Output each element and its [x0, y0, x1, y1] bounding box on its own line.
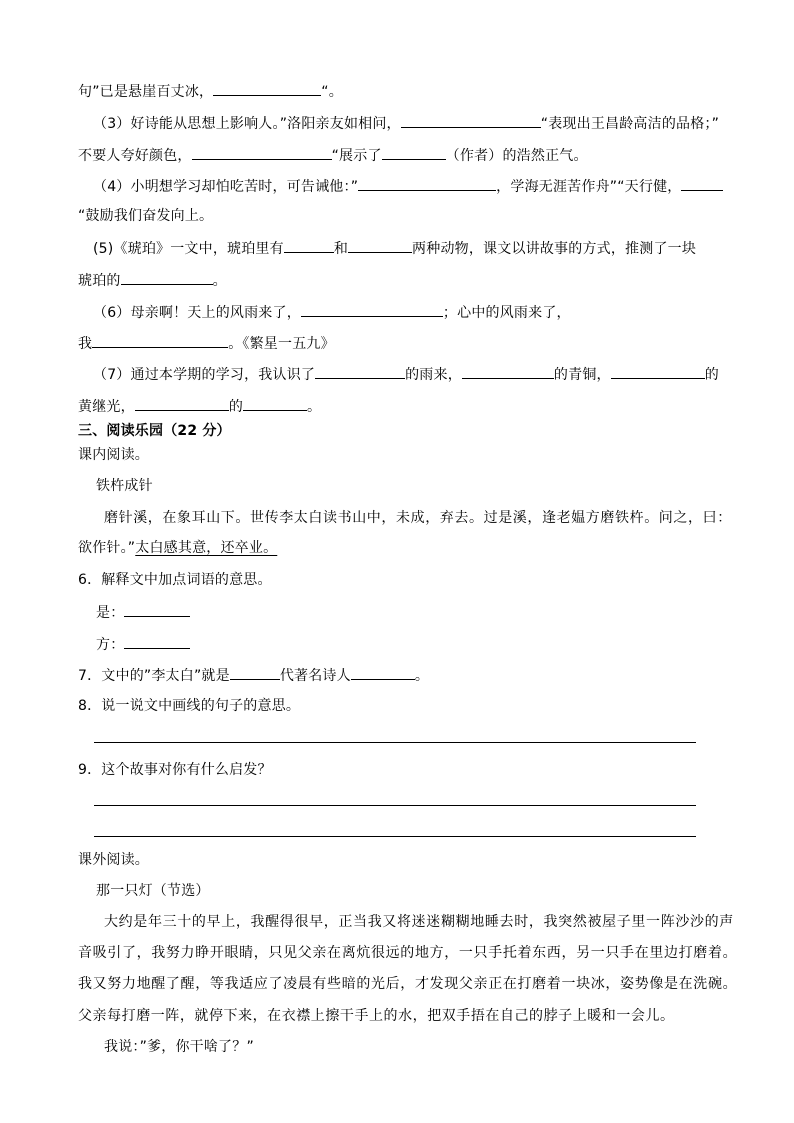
text: “。 — [321, 84, 343, 100]
question-7 — [78, 665, 429, 686]
q3-line-2 — [78, 145, 588, 166]
answer-blank[interactable] — [124, 634, 190, 649]
section-intro: 课内阅读。 — [78, 447, 149, 463]
answer-blank[interactable] — [124, 602, 190, 617]
answer-blank[interactable] — [301, 302, 443, 317]
q7-line-2 — [78, 396, 321, 417]
text: ；心中的风雨来了， — [442, 305, 571, 321]
extra-passage-line-1: 大约是年三十的早上，我醒得很早，正当我又将迷迷糊糊地睡去时，我突然被屋子里一阵沙沙的声 — [104, 914, 734, 930]
extra-reading-intro: 课外阅读。 — [78, 852, 149, 868]
q4-line-1 — [93, 176, 723, 197]
answer-blank[interactable] — [135, 396, 229, 411]
answer-line[interactable] — [94, 805, 696, 806]
extra-passage-line-2: 音吸引了，我努力睁开眼睛，只见父亲在离炕很远的地方，一只手托着东西，另一只手在里边打磨着。 — [78, 945, 738, 961]
text: 两种动物，课文以讲故事的方式，推测了一块 — [412, 241, 697, 257]
text: 和 — [333, 241, 349, 257]
text: 的 — [704, 367, 719, 383]
answer-blank[interactable] — [213, 81, 321, 96]
answer-blank[interactable] — [401, 113, 541, 128]
question-9: 9．这个故事对你有什么启发？ — [78, 762, 272, 778]
answer-blank[interactable] — [611, 364, 705, 379]
text: 。 — [212, 273, 227, 289]
text: “展示了 — [331, 148, 382, 164]
q4-line-2 — [78, 206, 213, 226]
text: （作者）的浩然正气。 — [445, 148, 588, 164]
text: 的 — [228, 399, 244, 415]
text: 的雨来， — [405, 367, 462, 383]
text: (5)《琥珀》一文中，琥珀里有 — [93, 241, 284, 257]
text: 句”已是悬崖百丈冰， — [78, 84, 214, 100]
q6-item-shi — [96, 602, 190, 623]
text: 琥珀的 — [78, 273, 121, 289]
text: 。《繁星一五九》 — [228, 336, 335, 352]
extra-passage-title: 那一只灯（节选） — [96, 883, 210, 899]
answer-blank[interactable] — [358, 176, 496, 191]
q6-item-fang — [96, 634, 190, 655]
answer-line[interactable] — [94, 742, 696, 743]
text: （4）小明想学习却怕吃苦时，可告诫他：” — [93, 179, 359, 195]
text: 的青铜， — [553, 367, 611, 383]
extra-passage-line-3: 我又努力地醒了醒，等我适应了凌晨有些暗的光后，才发现父亲正在打磨着一块冰，姿势像是在洗碗。 — [78, 976, 738, 992]
answer-blank[interactable] — [284, 238, 334, 253]
q5-line-1 — [93, 238, 696, 259]
text: （6）母亲啊！天上的风雨来了， — [93, 305, 301, 321]
answer-blank[interactable] — [348, 238, 412, 253]
answer-blank[interactable] — [315, 364, 405, 379]
q3-line-1 — [93, 113, 719, 134]
text: 7．文中的”李太白”就是 — [78, 668, 230, 684]
answer-blank[interactable] — [382, 145, 446, 160]
text: 代著名诗人 — [279, 668, 351, 684]
section-heading: 三、阅读乐园（22 分） — [78, 423, 231, 439]
question-8: 8．说一说文中画线的句子的意思。 — [78, 698, 301, 714]
answer-blank[interactable] — [243, 396, 307, 411]
question-6: 6．解释文中加点词语的意思。 — [78, 572, 272, 588]
text: “表现出王昌龄高洁的品格；” — [540, 116, 720, 132]
answer-blank[interactable] — [121, 270, 213, 285]
answer-blank[interactable] — [192, 145, 332, 160]
text: （3）好诗能从思想上影响人。”洛阳亲友如相问， — [93, 116, 401, 132]
text: 。 — [307, 399, 322, 415]
answer-blank[interactable] — [681, 176, 723, 191]
extra-passage-line-4: 父亲每打磨一阵，就停下来，在衣襟上擦干手上的水，把双手捂在自己的脖子上暖和一会儿。 — [78, 1008, 675, 1024]
extra-passage-line-5: 我说：”爹，你干啥了？” — [104, 1039, 254, 1055]
q7-line-1 — [93, 364, 719, 385]
answer-blank[interactable] — [462, 364, 554, 379]
text: 我 — [78, 336, 93, 352]
q2-tail-line — [78, 81, 343, 102]
q6-poem-line-2 — [78, 333, 335, 354]
passage-title: 铁杵成针 — [96, 478, 153, 494]
text: 是： — [96, 605, 125, 621]
underlined-sentence: 太白感其意，还卒业。 — [135, 540, 278, 556]
text: ，学海无涯苦作舟”“天行健， — [496, 179, 682, 195]
answer-line[interactable] — [94, 836, 696, 837]
q5-line-2 — [78, 270, 227, 291]
text: 欲作针。” — [78, 540, 136, 556]
answer-blank[interactable] — [351, 665, 415, 680]
answer-blank[interactable] — [92, 333, 228, 348]
passage-line-2 — [78, 538, 277, 558]
text: 。 — [414, 668, 430, 684]
text: “鼓励我们奋发向上。 — [78, 208, 214, 224]
q6-poem-line-1 — [93, 302, 571, 323]
text: （7）通过本学期的学习，我认识了 — [93, 367, 316, 383]
answer-blank[interactable] — [230, 665, 280, 680]
passage-line-1: 磨针溪，在象耳山下。世传李太白读书山中，未成，弃去。过是溪，逢老媪方磨铁杵。问之，曰： — [104, 510, 732, 526]
text: 方： — [96, 637, 125, 653]
text: 黄继光， — [78, 399, 135, 415]
text: 不要人夸好颜色， — [78, 148, 192, 164]
